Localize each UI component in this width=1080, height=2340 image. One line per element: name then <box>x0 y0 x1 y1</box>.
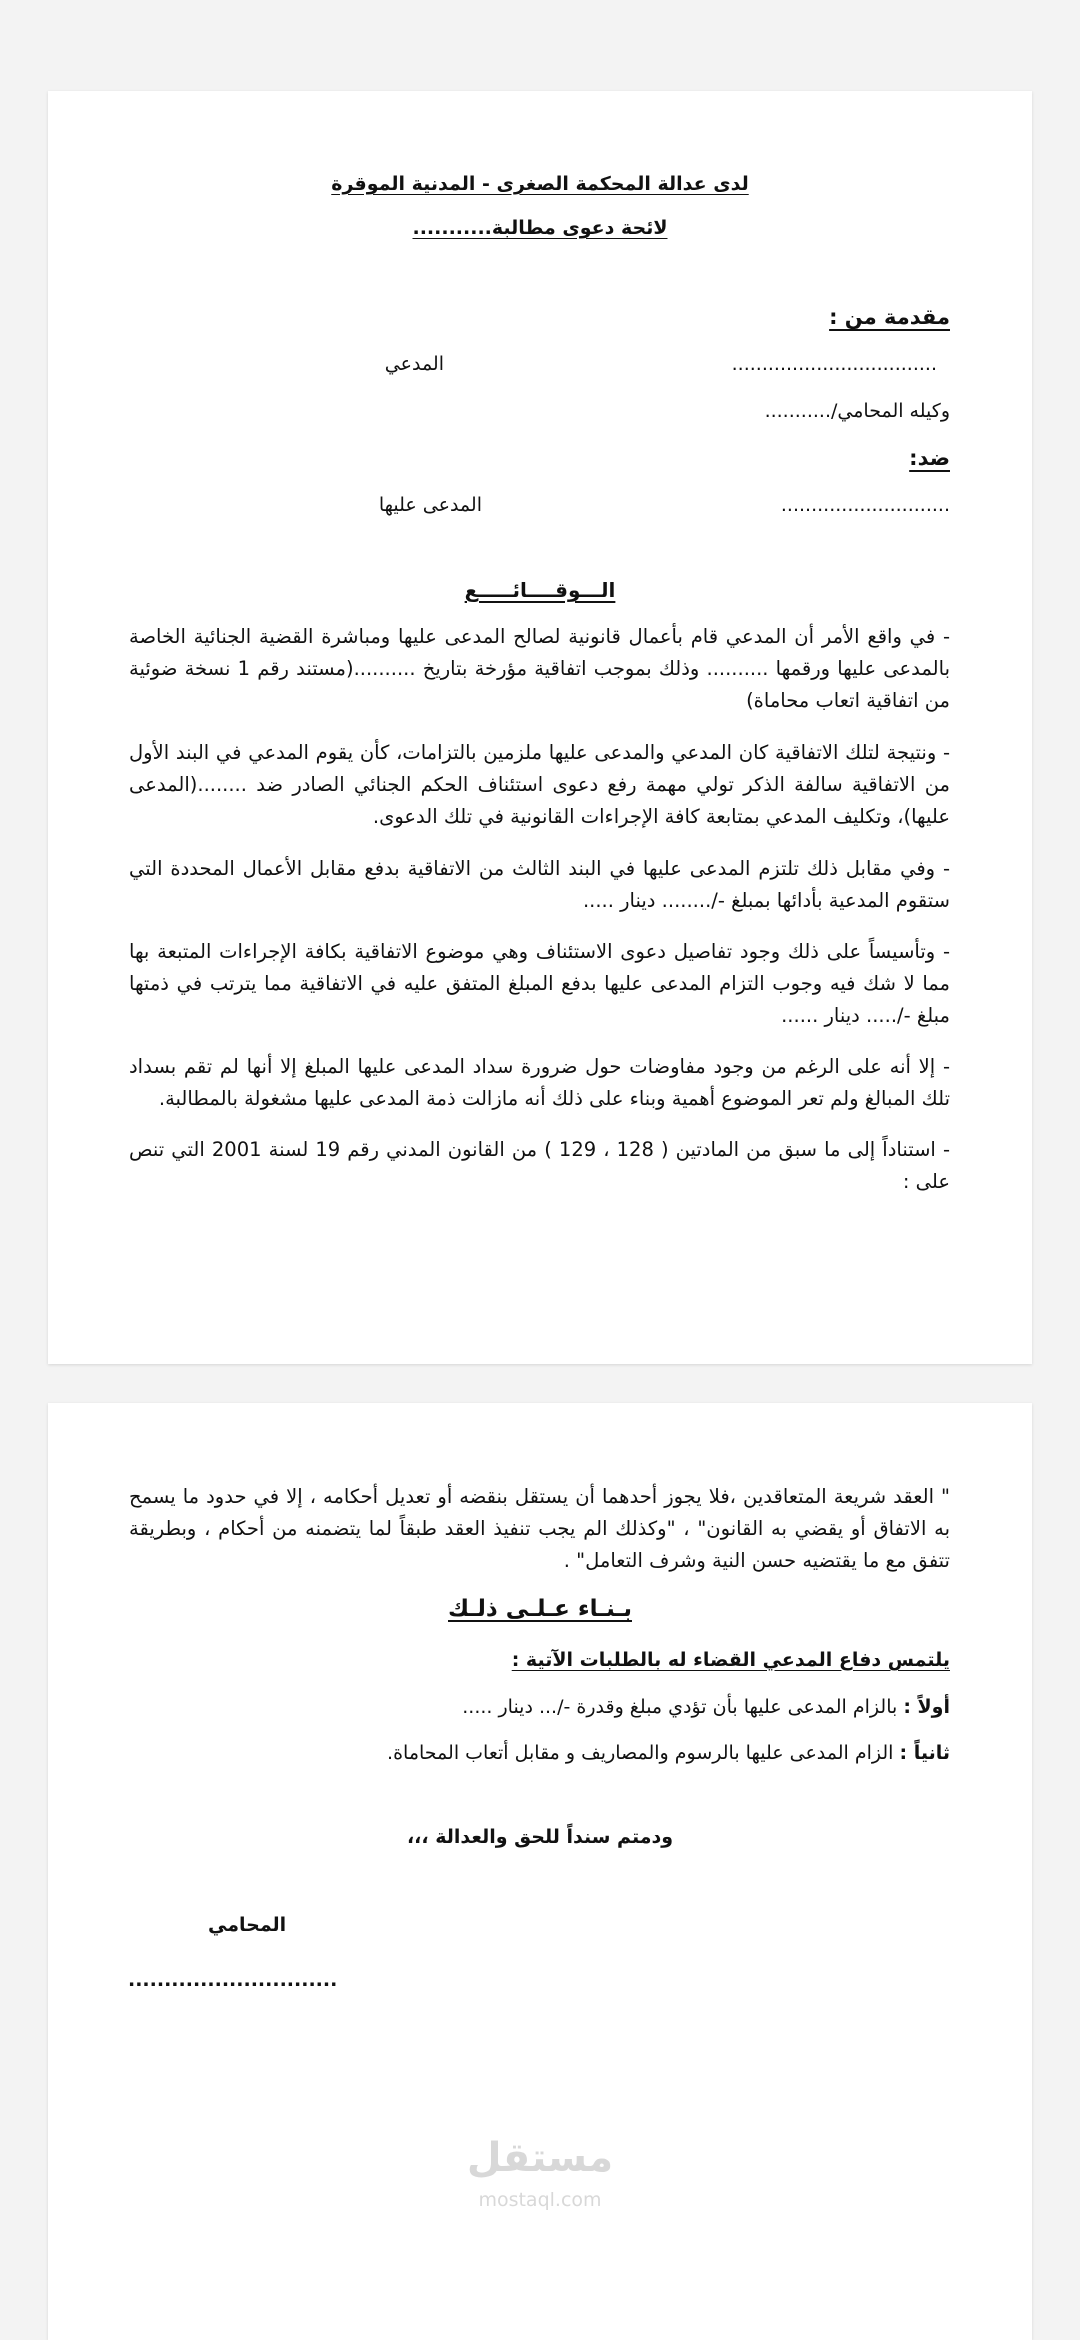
closing-line: ودمتم سنداً للحق والعدالة ،،، <box>406 1826 674 1848</box>
contract-quote: " العقد شريعة المتعاقدين ،فلا يجوز أحدهما أن يستقل بنقضه أو تعديل أحكامه ، إلا في حدود ما يسمح به الاتفاق أو يقضي به القانون" ، "وكذلك الم يجب تنفيذ العقد طبقاً لما يتضمنه من أحكام ، وبطريقة تتفق مع ما يقتضيه حسن النية وشرف التعامل" . <box>129 1485 950 1572</box>
request-first <box>462 1696 950 1718</box>
plaintiff-label: المدعي <box>384 353 444 375</box>
fact-paragraph-2: - ونتيجة لتلك الاتفاقية كان المدعي والمدعى عليها ملزمين بالتزامات، كأن يقوم المدعي في البند الأول من الاتفاقية سالفة الذكر تولي مهمة رفع دعوى استئناف الحكم الجنائي الصادر ضد ........(المدعى عليها)، وتكليف المدعي بمتابعة كافة الإجراءات القانونية في تلك الدعوى. <box>129 741 950 828</box>
fact-paragraph-5: - إلا أنه على الرغم من وجود مفاوضات حول ضرورة سداد المدعى عليها المبلغ إلا أنها لم تقم بسداد تلك المبالغ ولم تعر الموضوع أهمية وبناء على ذلك أنه مازالت ذمة المدعى عليها مشغولة بالمطالبة. <box>129 1055 950 1110</box>
submitted-by-label: مقدمة من : <box>829 305 950 329</box>
request-first-text: بالزام المدعى عليها بأن تؤدي مبلغ وقدرة -/... دينار ..... <box>462 1696 904 1718</box>
lawyer-label: المحامي <box>208 1914 287 1936</box>
document-page-1 <box>48 91 1032 1364</box>
requests-heading: يلتمس دفاع المدعي القضاء له بالطلبات الآتية : <box>511 1649 950 1671</box>
watermark-logo: مستقل <box>466 2135 614 2181</box>
fact-paragraph-1: - في واقع الأمر أن المدعي قام بأعمال قانونية لصالح المدعى عليها ومباشرة القضية الجنائية الخاصة بالمدعى عليها ورقمها .......... وذلك بموجب اتفاقية مؤرخة بتاريخ ..........(مستند رقم 1 نسخة ضوئية من اتفاقية اتعاب محاماة) <box>129 625 950 712</box>
facts-heading: الـــوقــــائـــــع <box>464 578 616 602</box>
request-second-text: الزام المدعى عليها بالرسوم والمصاريف و مقابل أتعاب المحاماة. <box>387 1742 900 1764</box>
request-second <box>387 1742 950 1764</box>
request-first-label: أولاً : <box>903 1696 950 1718</box>
fact-paragraph-3: - وفي مقابل ذلك تلتزم المدعى عليها في البند الثالث من الاتفاقية بدفع مقابل الأعمال المحددة التي ستقوم المدعية بأدائها بمبلغ -/........ دينار ..... <box>129 857 950 912</box>
signature-dots: ............................. <box>128 1969 338 1991</box>
accordingly-heading: بـنـاء عـلـى ذلـك <box>448 1596 632 1622</box>
watermark-url: mostaql.com <box>478 2189 602 2211</box>
court-heading: لدى عدالة المحكمة الصغرى - المدنية الموقرة <box>331 173 749 195</box>
defendant-label: المدعى عليها <box>378 494 482 516</box>
defendant-dots: ............................ <box>780 494 950 516</box>
against-label: ضد: <box>909 446 950 470</box>
agent-line: وكيله المحامي/........... <box>764 400 950 422</box>
claim-title: لائحة دعوى مطالبة........... <box>412 217 668 239</box>
document-page-2 <box>48 1403 1032 2340</box>
plaintiff-dots: .................................. <box>731 353 937 375</box>
request-second-label: ثانياً : <box>899 1742 950 1764</box>
fact-paragraph-6: - استناداً إلى ما سبق من المادتين ( 128 ، 129 ) من القانون المدني رقم 19 لسنة 2001 التي تنص على : <box>129 1138 950 1193</box>
fact-paragraph-4: - وتأسيساً على ذلك وجود تفاصيل دعوى الاستئناف وهي موضوع الاتفاقية بكافة الإجراءات المتبعة بها مما لا شك فيه وجوب التزام المدعى عليها بدفع المبلغ المتفق عليه في الاتفاقية مما يترتب في ذمتها مبلغ -/..... دينار ...... <box>129 940 950 1027</box>
